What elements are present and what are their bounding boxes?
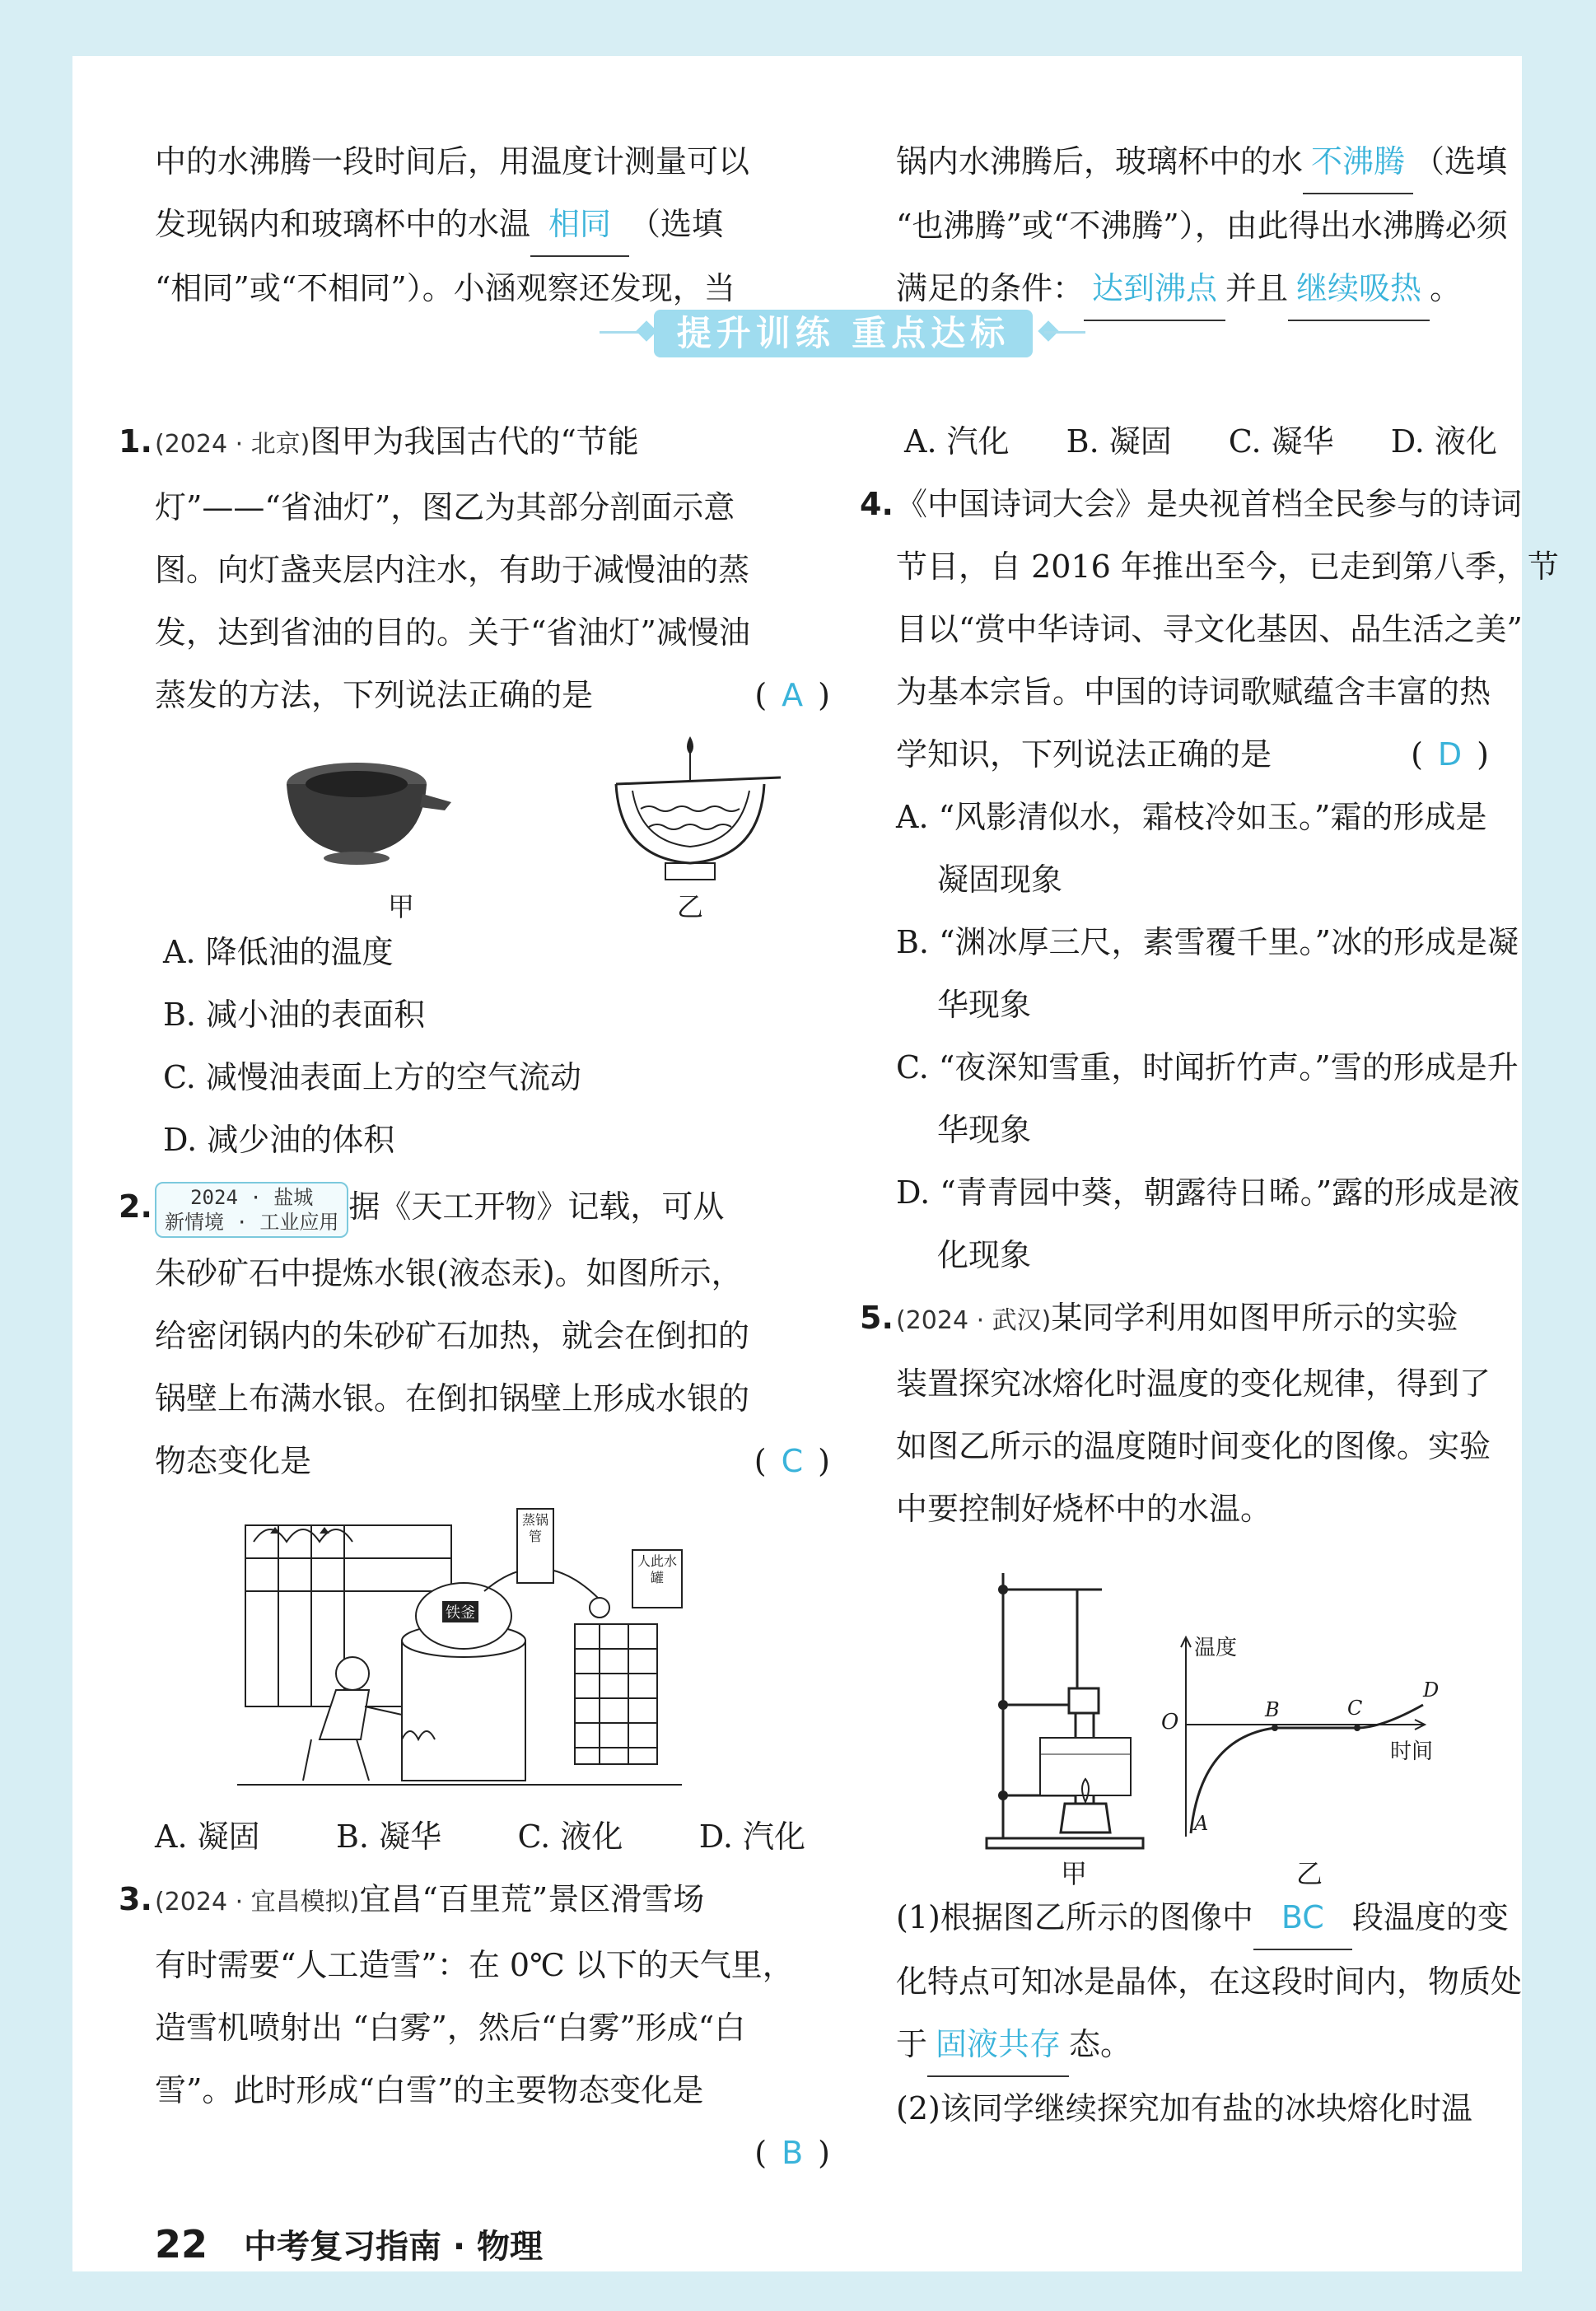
question-source: (2024 · 宜昌模拟) [155,1888,360,1916]
question-number: 5. [860,1300,894,1336]
option-c: C. 减慢油表面上方的空气流动 [163,1059,581,1095]
text-line: 雪”。此时形成“白雪”的主要物态变化是 [155,2072,704,2108]
figure-caption: 乙 [1296,1858,1323,1889]
banner-rule [600,331,641,334]
text-line [860,1286,1489,1352]
text-span: 《中国诗词大会》是央视首档全民参与的诗词 [896,486,1523,522]
option-c-cont: 华现象 [937,1112,1032,1148]
option-c: C. “夜深知雪重，时闻折竹声。”雪的形成是升 [896,1049,1519,1085]
option-a-cont: 凝固现象 [937,861,1063,898]
tiangong-illustration [155,1492,830,1805]
text-span: 某同学利用如图甲所示的实验 [1051,1300,1458,1336]
text-line: “也沸腾”或“不沸腾”），由此得出水沸腾必须 [896,208,1508,244]
text-line: 给密闭锅内的朱砂矿石加热，就会在倒扣的 [155,1318,750,1354]
option-a: A. 汽化 [904,423,1010,460]
page-sheet [72,56,1559,2271]
option-d: D. 减少油的体积 [163,1122,395,1158]
text-span: 态。 [1069,2026,1132,2062]
question-1 [119,410,830,1171]
text-span: 宜昌“百里荒”景区滑雪场 [359,1881,705,1917]
text-line [860,473,1523,535]
page-footer [155,2220,543,2267]
text-line: 中的水沸腾一段时间后，用温度计测量可以 [155,143,750,180]
text-line: 节目，自 2016 年推出至今，已走到第八季，节 [896,549,1559,585]
answer-choice: A [782,677,804,713]
option-a: A. 降低油的温度 [163,934,394,970]
book-title: 中考复习指南 · 物理 [243,2228,543,2266]
answer-bracket: ( D ) [1411,736,1489,773]
right-column [860,410,1559,2140]
section-banner [72,303,1522,361]
q3-options-row [896,410,1497,473]
top-left-text [155,130,830,320]
text-span: (1)根据图乙所示的图像中 [896,1899,1253,1935]
text-span: 满足的条件： [896,270,1085,306]
text-line: (2)该同学继续探究加有盐的冰块熔化时温 [896,2090,1472,2127]
lamp-illustration [155,726,830,921]
answer-bracket: ( B ) [754,2135,830,2171]
answer-blank: BC [1253,1886,1352,1950]
text-span: 学知识，下列说法正确的是 [896,736,1272,773]
experiment-figure [896,1540,1489,1889]
graph-point-label: B [1265,1698,1280,1721]
question-source: (2024 · 武汉) [896,1306,1052,1335]
question-3 [119,1868,830,2171]
text-line: 中要控制好烧杯中的水温。 [896,1491,1272,1527]
text-line [155,664,830,726]
option-b-cont: 华现象 [937,987,1032,1023]
graph-xlabel: 时间 [1390,1739,1434,1764]
text-line [119,1171,830,1242]
answer-blank: 达到沸点 [1084,257,1225,321]
text-line: 有时需要“人工造雪”：在 0℃ 以下的天气里， [155,1947,794,1983]
text-line: 装置探究冰熔化时温度的变化规律，得到了 [896,1366,1491,1402]
text-span: 段温度的变 [1351,1899,1509,1935]
tag-line: 2024 · 盐城 [190,1185,314,1209]
option-d: D. “青青园中葵，朝露待日晞。”露的形成是液 [896,1174,1520,1211]
option-d: D. 汽化 [698,1818,805,1855]
figure-label: 蒸锅管 [521,1512,548,1544]
text-line [119,1868,830,1934]
text-line: 如图乙所示的温度随时间变化的图像。实验 [896,1428,1491,1464]
tag-line: 新情境 · 工业应用 [165,1210,339,1234]
page-number: 22 [155,2222,208,2267]
text-line: 为基本宗旨。中国的诗词歌赋蕴含丰富的热 [896,674,1491,710]
question-tag [155,1182,348,1238]
option-b: B. “渊冰厚三尺，素雪覆千里。”冰的形成是凝 [896,924,1519,960]
answer-bracket: ( A ) [754,677,830,713]
text-line [896,130,1508,194]
figure-caption: 甲 [388,891,415,922]
answer-blank: 继续吸热 [1288,257,1430,321]
text-line [896,2013,1489,2077]
graph-point-label: C [1347,1697,1363,1720]
text-line: 锅壁上布满水银。在倒扣锅壁上形成水银的 [155,1380,750,1417]
option-b: B. 凝华 [335,1818,442,1855]
left-column [119,410,830,2184]
option-c: C. 液化 [517,1818,623,1855]
option-d: D. 液化 [1390,423,1497,460]
option-b: B. 减小油的表面积 [163,997,426,1033]
text-line [155,193,830,257]
question-number: 4. [860,486,894,522]
text-line: 造雪机喷射出 “白雾”，然后“白雾”形成“白 [155,2010,746,2046]
option-a: A. 凝固 [155,1818,260,1855]
answer-choice: C [781,1443,804,1479]
option-a: A. “风影清似水，霜枝冷如玉。”霜的形成是 [896,799,1487,835]
text-line [896,723,1489,786]
question-4 [860,473,1559,1286]
figure-label: 人此水罐 [637,1553,677,1585]
text-span: 据《天工开物》记载，可从 [348,1188,725,1225]
text-line [896,1886,1509,1950]
text-line: 朱砂矿石中提炼水银(液态汞)。如图所示， [155,1255,743,1291]
tiangong-figure [155,1492,830,1805]
options-row [155,1805,805,1868]
figure-label: 铁釜 [442,1601,478,1622]
text-line: 图。向灯盏夹层内注水，有助于减慢油的蒸 [155,552,750,588]
figure-caption: 乙 [677,891,704,922]
question-number: 2. [119,1188,152,1225]
banner-title: 提升训练 重点达标 [654,310,1033,357]
answer-blank: 相同 [530,193,629,257]
question-number: 1. [119,423,152,460]
text-span: 锅内水沸腾后，玻璃杯中的水 [896,143,1304,180]
graph-ylabel: 温度 [1194,1636,1238,1660]
option-c: C. 凝华 [1228,423,1334,460]
text-span: 图甲为我国古代的“节能 [310,423,639,460]
text-line [119,410,830,476]
text-span: （选填 [1413,143,1508,180]
text-line: 灯”——“省油灯”，图乙为其部分剖面示意 [155,489,735,525]
text-span: 蒸发的方法，下列说法正确的是 [155,677,594,713]
option-d-cont: 化现象 [937,1237,1032,1273]
question-source: (2024 · 北京) [155,430,310,459]
question-5 [860,1286,1523,2140]
text-line [155,1430,830,1492]
text-span: 于 [896,2026,928,2062]
option-b: B. 凝固 [1066,423,1172,460]
text-line: 化特点可知冰是晶体，在这段时间内，物质处 [896,1963,1523,2000]
question-number: 3. [119,1881,152,1917]
text-line: “相同”或“不相同”）。小涵观察还发现，当 [155,270,735,306]
graph-point-label: A [1194,1812,1209,1835]
text-span: （选填 [629,206,724,242]
banner-rule [1044,331,1085,334]
answer-choice: B [782,2135,804,2171]
text-span: 发现锅内和玻璃杯中的水温 [155,206,531,242]
answer-blank: 固液共存 [927,2013,1069,2077]
answer-choice: D [1437,736,1463,773]
figure-caption: 甲 [1061,1858,1088,1889]
answer-blank: 不沸腾 [1303,130,1413,194]
text-span: 。 [1430,270,1462,306]
text-line: 目以“赏中华诗词、寻文化基因、品生活之美” [896,611,1523,647]
top-right-text [896,130,1508,321]
question-2 [119,1171,830,1868]
lamp-figure [155,726,830,921]
text-line: 发，达到省油的目的。关于“省油灯”减慢油 [155,614,750,651]
text-span: 物态变化是 [155,1443,312,1479]
graph-origin: O [1161,1710,1179,1734]
text-span: 并且 [1225,270,1289,306]
experiment-illustration [896,1540,1489,1886]
graph-point-label: D [1423,1678,1440,1702]
answer-bracket: ( C ) [754,1443,830,1479]
